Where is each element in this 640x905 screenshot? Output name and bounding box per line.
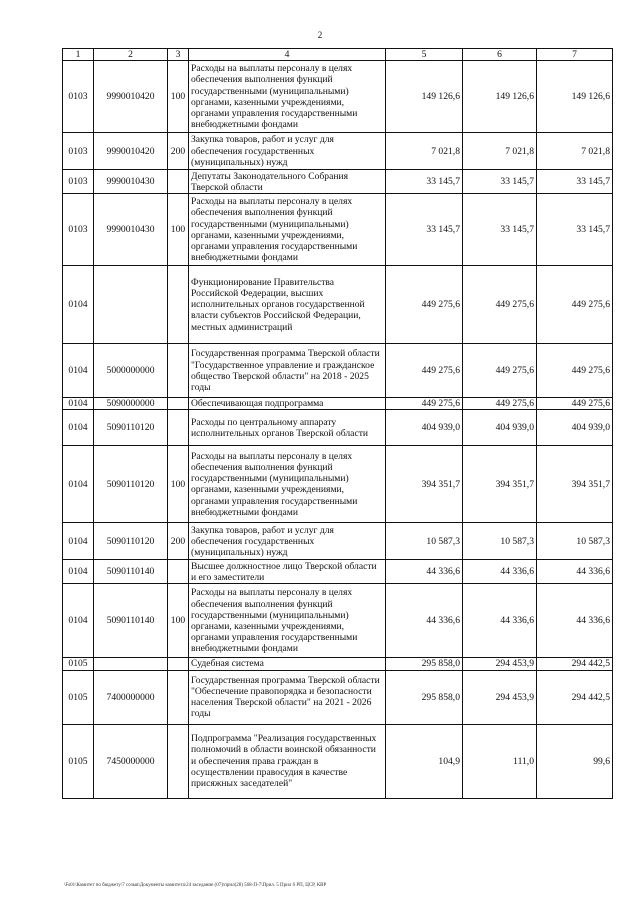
cell-name: Расходы на выплаты персоналу в целях обеспечения выполнения функций государственными (муниципальными) органами, казенными учреждениями, органами управления государственными внебюджетными фондами (189, 194, 386, 266)
table-body (63, 61, 613, 798)
cell-csr: 7400000000 (94, 670, 168, 724)
cell-value-1: 404 939,0 (386, 410, 463, 446)
cell-value-3: 449 275,6 (537, 266, 613, 344)
cell-value-3: 294 442,5 (537, 658, 613, 670)
cell-csr (94, 658, 168, 670)
cell-name: Обеспечивающая подпрограмма (189, 398, 386, 410)
cell-section: 0104 (63, 266, 94, 344)
table-row (63, 658, 613, 670)
table-row (63, 410, 613, 446)
cell-vr (168, 560, 189, 584)
header-col-section: 1 (63, 49, 94, 61)
table-row (63, 194, 613, 266)
cell-section: 0104 (63, 344, 94, 398)
table-row (63, 446, 613, 523)
cell-value-2: 404 939,0 (463, 410, 537, 446)
cell-section: 0104 (63, 446, 94, 523)
cell-value-1: 33 145,7 (386, 194, 463, 266)
cell-value-1: 7 021,8 (386, 133, 463, 170)
cell-value-1: 449 275,6 (386, 266, 463, 344)
cell-value-3: 449 275,6 (537, 398, 613, 410)
cell-vr (168, 344, 189, 398)
cell-csr: 5090110140 (94, 560, 168, 584)
cell-section: 0104 (63, 523, 94, 560)
cell-value-1: 44 336,6 (386, 560, 463, 584)
table-row (63, 133, 613, 170)
table-row (63, 724, 613, 798)
cell-name: Депутаты Законодательного Собрания Тверской области (189, 170, 386, 194)
cell-value-1: 449 275,6 (386, 398, 463, 410)
cell-value-1: 295 858,0 (386, 670, 463, 724)
cell-csr: 5000000000 (94, 344, 168, 398)
cell-csr: 5090110120 (94, 410, 168, 446)
cell-name: Судебная система (189, 658, 386, 670)
cell-value-1: 449 275,6 (386, 344, 463, 398)
cell-csr: 5090110140 (94, 584, 168, 658)
cell-csr: 7450000000 (94, 724, 168, 798)
table-row (63, 670, 613, 724)
budget-table (62, 48, 613, 799)
header-col-vr: 3 (168, 49, 189, 61)
cell-value-2: 33 145,7 (463, 194, 537, 266)
table-row (63, 61, 613, 133)
cell-value-2: 449 275,6 (463, 266, 537, 344)
cell-section: 0104 (63, 584, 94, 658)
cell-value-2: 10 587,3 (463, 523, 537, 560)
cell-csr: 9990010430 (94, 194, 168, 266)
cell-section: 0105 (63, 670, 94, 724)
cell-value-3: 404 939,0 (537, 410, 613, 446)
cell-value-2: 294 453,9 (463, 658, 537, 670)
file-path-footer: \Fs01\Комитет по бюджету\7 созыв\Документы комитета\24 заседание (07)\прил(28) 568-П-7\Прил. 5 Прил 6 РП, ЦСР, КВР (64, 883, 327, 888)
cell-section: 0103 (63, 61, 94, 133)
header-col-2023: 7 (537, 49, 613, 61)
cell-vr: 100 (168, 584, 189, 658)
cell-name: Расходы на выплаты персоналу в целях обеспечения выполнения функций государственными (муниципальными) органами, казенными учреждениями, органами управления государственными внебюджетными фондами (189, 584, 386, 658)
cell-value-2: 44 336,6 (463, 584, 537, 658)
cell-vr (168, 670, 189, 724)
cell-value-2: 449 275,6 (463, 344, 537, 398)
cell-value-3: 99,6 (537, 724, 613, 798)
cell-value-3: 44 336,6 (537, 560, 613, 584)
cell-vr (168, 398, 189, 410)
cell-vr (168, 410, 189, 446)
cell-name: Государственная программа Тверской области "Государственное управление и гражданское общество Тверской области" на 2018 - 2025 годы (189, 344, 386, 398)
cell-value-1: 295 858,0 (386, 658, 463, 670)
cell-vr: 100 (168, 61, 189, 133)
table-row (63, 523, 613, 560)
cell-csr: 9990010420 (94, 61, 168, 133)
cell-value-2: 33 145,7 (463, 170, 537, 194)
cell-value-1: 394 351,7 (386, 446, 463, 523)
cell-value-2: 44 336,6 (463, 560, 537, 584)
cell-value-1: 149 126,6 (386, 61, 463, 133)
cell-name: Расходы по центральному аппарату исполнительных органов Тверской области (189, 410, 386, 446)
cell-vr: 100 (168, 446, 189, 523)
cell-value-3: 33 145,7 (537, 170, 613, 194)
cell-value-2: 394 351,7 (463, 446, 537, 523)
cell-vr (168, 266, 189, 344)
table-row (63, 170, 613, 194)
page-number: 2 (317, 30, 323, 40)
cell-value-3: 149 126,6 (537, 61, 613, 133)
cell-name: Расходы на выплаты персоналу в целях обеспечения выполнения функций государственными (муниципальными) органами, казенными учреждениями, органами управления государственными внебюджетными фондами (189, 446, 386, 523)
table-row (63, 584, 613, 658)
cell-value-2: 294 453,9 (463, 670, 537, 724)
cell-value-2: 449 275,6 (463, 398, 537, 410)
cell-name: Функционирование Правительства Российской Федерации, высших исполнительных органов государственной власти субъектов Российской Федерации, местных администраций (189, 266, 386, 344)
table-header (63, 49, 613, 61)
cell-value-2: 7 021,8 (463, 133, 537, 170)
cell-vr (168, 170, 189, 194)
cell-value-3: 294 442,5 (537, 670, 613, 724)
table-row (63, 266, 613, 344)
cell-vr (168, 658, 189, 670)
cell-value-3: 33 145,7 (537, 194, 613, 266)
cell-csr: 9990010430 (94, 170, 168, 194)
cell-value-3: 449 275,6 (537, 344, 613, 398)
cell-name: Закупка товаров, работ и услуг для обеспечения государственных (муниципальных) нужд (189, 133, 386, 170)
cell-section: 0105 (63, 658, 94, 670)
cell-value-1: 10 587,3 (386, 523, 463, 560)
header-col-2021: 5 (386, 49, 463, 61)
cell-value-2: 111,0 (463, 724, 537, 798)
table-row (63, 344, 613, 398)
cell-value-3: 10 587,3 (537, 523, 613, 560)
cell-value-1: 44 336,6 (386, 584, 463, 658)
cell-value-1: 104,9 (386, 724, 463, 798)
cell-name: Высшее должностное лицо Тверской области и его заместители (189, 560, 386, 584)
cell-name: Закупка товаров, работ и услуг для обеспечения государственных (муниципальных) нужд (189, 523, 386, 560)
cell-value-3: 44 336,6 (537, 584, 613, 658)
cell-vr (168, 724, 189, 798)
cell-section: 0104 (63, 398, 94, 410)
cell-section: 0103 (63, 133, 94, 170)
cell-vr: 100 (168, 194, 189, 266)
header-col-name: 4 (189, 49, 386, 61)
cell-value-3: 394 351,7 (537, 446, 613, 523)
cell-vr: 200 (168, 523, 189, 560)
cell-csr: 5090110120 (94, 523, 168, 560)
cell-csr (94, 266, 168, 344)
cell-name: Расходы на выплаты персоналу в целях обеспечения выполнения функций государственными (муниципальными) органами, казенными учреждениями, органами управления государственными внебюджетными фондами (189, 61, 386, 133)
cell-section: 0105 (63, 724, 94, 798)
cell-value-1: 33 145,7 (386, 170, 463, 194)
cell-section: 0104 (63, 410, 94, 446)
cell-value-2: 149 126,6 (463, 61, 537, 133)
cell-csr: 9990010420 (94, 133, 168, 170)
table-row (63, 560, 613, 584)
header-col-2022: 6 (463, 49, 537, 61)
table-row (63, 398, 613, 410)
cell-name: Государственная программа Тверской области "Обеспечение правопорядка и безопасности населения Тверской области" на 2021 - 2026 годы (189, 670, 386, 724)
cell-section: 0103 (63, 194, 94, 266)
cell-name: Подпрограмма "Реализация государственных полномочий в области воинской обязанности и обеспечения права граждан в осуществлении правосудия в качестве присяжных заседателей" (189, 724, 386, 798)
cell-vr: 200 (168, 133, 189, 170)
cell-csr: 5090000000 (94, 398, 168, 410)
cell-section: 0104 (63, 560, 94, 584)
cell-value-3: 7 021,8 (537, 133, 613, 170)
cell-csr: 5090110120 (94, 446, 168, 523)
cell-section: 0103 (63, 170, 94, 194)
header-col-csr: 2 (94, 49, 168, 61)
